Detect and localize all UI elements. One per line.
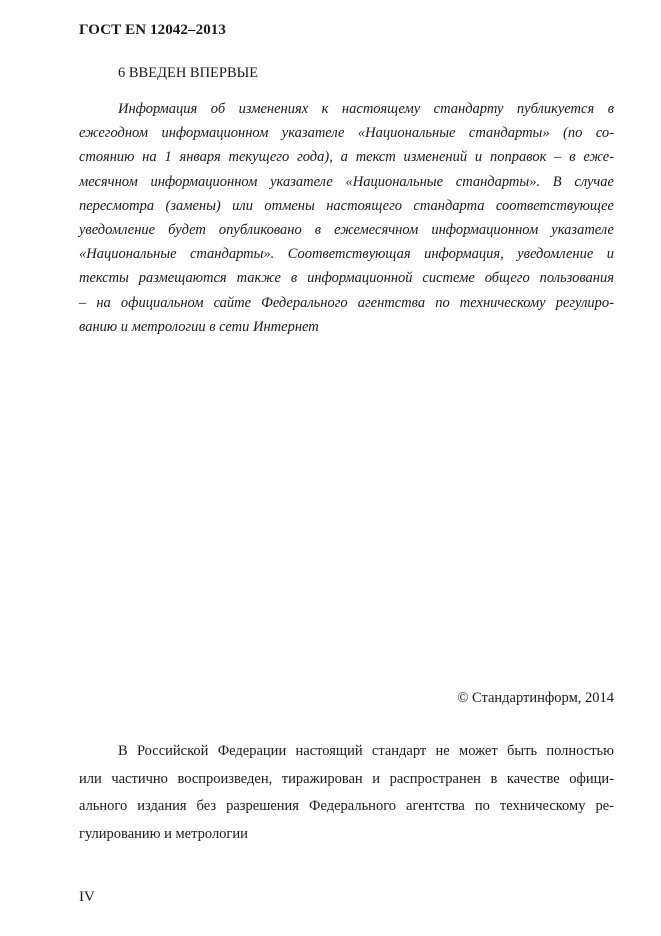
info-line: уведомление будет опубликовано в ежемесячном информационном указателе bbox=[79, 222, 614, 239]
section-6-heading: 6 ВВЕДЕН ВПЕРВЫЕ bbox=[118, 65, 259, 81]
notice-line: гулированию и метрологии bbox=[79, 825, 248, 842]
info-line: «Национальные стандарты». Соответствующая информация, уведомление и bbox=[79, 246, 614, 263]
info-line: месячном информационном указателе «Национальные стандарты». В случае bbox=[79, 173, 614, 190]
info-line: пересмотра (замены) или отмены настоящего стандарта соответствующее bbox=[79, 197, 614, 214]
info-line: Информация об изменениях к настоящему стандарту публикуется в bbox=[118, 101, 614, 117]
info-line: тексты размещаются также в информационной системе общего пользования bbox=[79, 270, 614, 287]
info-line: – на официальном сайте Федерального агентства по техническому регулиро- bbox=[79, 294, 614, 311]
info-line: стоянию на 1 января текущего года), а текст изменений и поправок – в еже- bbox=[79, 149, 614, 166]
info-line: ежегодном информационном указателе «Национальные стандарты» (по со- bbox=[79, 125, 614, 142]
page-number: IV bbox=[79, 889, 95, 905]
copyright-notice: © Стандартинформ, 2014 bbox=[457, 690, 614, 706]
notice-line: ального издания без разрешения Федерального агентства по техническому ре- bbox=[79, 798, 614, 814]
info-line: ванию и метрологии в сети Интернет bbox=[79, 318, 319, 335]
notice-line: или частично воспроизведен, тиражирован и распространен в качестве офици- bbox=[79, 770, 614, 787]
notice-line: В Российской Федерации настоящий стандарт не может быть полностью bbox=[118, 743, 614, 759]
document-header: ГОСТ EN 12042–2013 bbox=[79, 22, 226, 38]
info-paragraph bbox=[79, 97, 614, 339]
reproduction-notice bbox=[79, 738, 614, 848]
